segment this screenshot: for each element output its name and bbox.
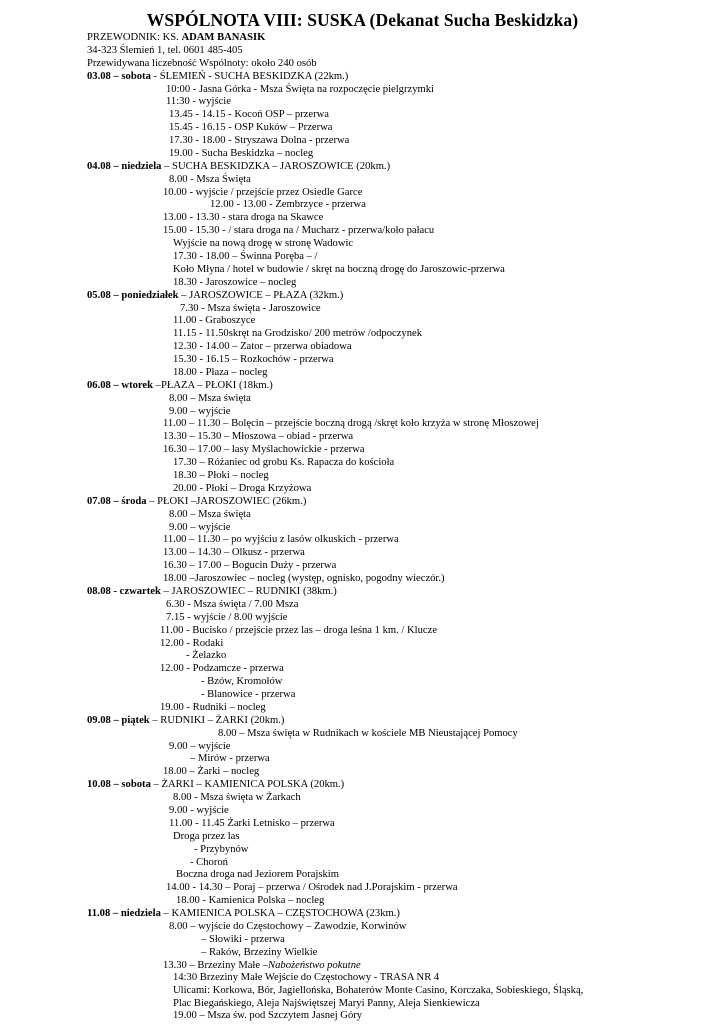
day-date: 03.08 – sobota — [87, 70, 151, 82]
day-heading — [87, 778, 344, 791]
schedule-entry: 15.45 - 16.15 - OSP Kuków – Przerwa — [169, 122, 333, 134]
day-route: – KAMIENICA POLSKA – CZĘSTOCHOWA (23km.) — [160, 908, 400, 920]
day-heading — [87, 70, 348, 83]
day-heading — [87, 585, 337, 598]
schedule-entry: – Mirów - przerwa — [190, 753, 270, 765]
schedule-entry: 14.00 - 14.30 – Poraj – przerwa / Ośrodek nad J.Porajskim - przerwa — [166, 882, 458, 894]
day-date: 08.08 - czwartek — [87, 585, 161, 597]
schedule-entry: – Raków, Brzeziny Wielkie — [201, 946, 318, 958]
leader-line — [87, 31, 265, 44]
schedule-entry: 11.00 - 11.45 Żarki Letnisko – przerwa — [169, 817, 335, 829]
day-route: - ŚLEMIEŃ - SUCHA BESKIDZKA (22km.) — [150, 70, 349, 82]
schedule-entry: Wyjście na nową drogę w stronę Wadowic — [173, 238, 354, 250]
schedule-entry: 8.00 – Msza święta — [169, 508, 251, 520]
day-date: 07.08 – środa — [87, 495, 147, 507]
schedule-entry: 17.30 - 18.00 – Świnna Poręba – / — [173, 251, 318, 262]
schedule-entry: 8.00 – wyjście do Częstochowy – Zawodzie, Korwinów — [169, 920, 407, 932]
schedule-entry: 11:30 - wyjście — [166, 96, 231, 108]
schedule-entry: 20.00 - Płoki – Droga Krzyżowa — [173, 482, 312, 494]
schedule-entry: 16.30 – 17.00 – Bogucin Duży - przerwa — [163, 560, 337, 572]
schedule-entry: - Żelazko — [186, 650, 227, 662]
page-title: WSPÓLNOTA VIII: SUSKA (Dekanat Sucha Beskidzka) — [146, 10, 579, 30]
schedule-entry: 11.00 – 11.30 – Bolęcin – przejście boczną drogą /skręt koło krzyża w stronę Młoszowej — [163, 418, 539, 430]
schedule-entry: 8.00 – Msza święta w Rudnikach w kościele MB Nieustającej Pomocy — [218, 727, 518, 739]
address-line: 34-323 Ślemień 1, tel. 0601 485-405 — [87, 44, 243, 56]
day-route: – SUCHA BESKIDZKA – JAROSZOWICE (20km.) — [161, 160, 391, 172]
schedule-entry: 14:30 Brzeziny Małe Wejście do Częstochowy - TRASA NR 4 — [173, 972, 440, 984]
schedule-entry: 9.00 – wyjście — [169, 521, 231, 533]
schedule-entry: 11.00 - Graboszyce — [173, 315, 256, 327]
schedule-entry: Ulicami: Korkowa, Bór, Jagiellońska, Bohaterów Monte Casino, Korczaka, Sobieskiego, Śląską, — [173, 985, 584, 997]
participants-line: Przewidywana liczebność Wspólnoty: około 240 osób — [87, 57, 317, 69]
schedule-entry: 12.00 - Rodaki — [160, 637, 224, 649]
schedule-entry: 8.00 - Msza Święta — [169, 173, 251, 185]
schedule-entry: 7.15 - wyjście / 8.00 wyjście — [166, 611, 288, 623]
day-heading — [87, 160, 390, 173]
schedule-entry: 18.30 - Jaroszowice – nocleg — [173, 276, 297, 288]
schedule-entry: 11.15 - 11.50skręt na Grodzisko/ 200 metrów /odpoczynek — [173, 328, 422, 340]
day-route: – JAROSZOWICE – PŁAZA (32km.) — [178, 289, 344, 301]
schedule-entry: 9.00 - wyjście — [169, 804, 229, 816]
day-heading — [87, 495, 306, 508]
leader-label: PRZEWODNIK: KS. — [87, 32, 182, 43]
schedule-entry: 13.00 - 13.30 - stara droga na Skawce — [163, 212, 324, 224]
day-date: 10.08 – sobota — [87, 779, 151, 791]
schedule-entry: 18.30 – Płoki – nocleg — [173, 470, 269, 482]
schedule-entry: - Bzów, Kromołów — [201, 676, 283, 688]
day-date: 11.08 – niedziela — [87, 908, 161, 920]
schedule-entry: 9.00 – wyjście — [169, 740, 231, 752]
schedule-entry: 11.00 - Bucisko / przejście przez las – droga leśna 1 km. / Klucze — [160, 624, 438, 636]
day-route: –PŁAZA – PŁOKI (18km.) — [153, 379, 273, 391]
day-date: 04.08 – niedziela — [87, 160, 162, 172]
schedule-entry: Boczna droga nad Jeziorem Porajskim — [176, 869, 339, 881]
day-heading — [87, 907, 400, 920]
schedule-entry: 10.00 - wyjście / przejście przez Osiedle Garce — [163, 186, 363, 198]
leader-name: ADAM BANASIK — [181, 32, 266, 43]
schedule-entry: 7.30 - Msza święta - Jaroszowice — [180, 302, 321, 314]
entry-emphasis: Nabożeństwo pokutne — [268, 959, 361, 971]
schedule-entry: 12.00 - 13.00 - Zembrzyce - przerwa — [210, 199, 366, 211]
schedule-entry: 15.30 - 16.15 – Rozkochów - przerwa — [173, 354, 334, 366]
schedule-entry: 18.00 - Płaza – nocleg — [173, 366, 268, 378]
schedule-entry: 10:00 - Jasna Górka - Msza Święta na rozpoczęcie pielgrzymki — [166, 83, 434, 95]
day-route: – JAROSZOWIEC – RUDNIKI (38km.) — [160, 585, 337, 597]
schedule-entry: - Blanowice - przerwa — [201, 689, 296, 701]
day-date: 05.08 – poniedziałek — [87, 289, 179, 301]
schedule-entry: 19.00 - Sucha Beskidzka – nocleg — [169, 147, 314, 159]
schedule-entry: 16.30 – 17.00 – lasy Myślachowickie - przerwa — [163, 444, 365, 456]
schedule-entry: - Przybynów — [194, 843, 249, 855]
day-heading — [87, 289, 343, 302]
schedule-entry: 18.00 - Kamienica Polska – nocleg — [176, 895, 325, 907]
schedule-entry: 15.00 - 15.30 - / stara droga na / Mucharz - przerwa/koło pałacu — [163, 225, 435, 237]
schedule-entry: – Słowiki - przerwa — [201, 933, 285, 945]
schedule-entry: 19.00 - Rudniki – nocleg — [160, 701, 266, 713]
day-heading — [87, 379, 273, 392]
schedule-entry: 9.00 – wyjście — [169, 405, 231, 417]
schedule-entry: 8.00 – Msza święta — [169, 392, 251, 404]
schedule-entry: 17.30 - 18.00 - Stryszawa Dolna - przerwa — [169, 135, 350, 147]
day-heading — [87, 714, 284, 727]
day-date: 09.08 – piątek — [87, 714, 150, 726]
schedule-entry: 18.00 –Jaroszowiec – nocleg (występ, ognisko, pogodny wieczór.) — [163, 573, 445, 585]
schedule-entry: 6.30 - Msza święta / 7.00 Msza — [166, 598, 299, 610]
schedule-entry: Droga przez las — [173, 830, 240, 842]
schedule-entry: 18.00 – Żarki – nocleg — [163, 766, 260, 778]
schedule-entry: Plac Biegańskiego, Aleja Najświętszej Maryi Panny, Aleja Sienkiewicza — [173, 998, 480, 1010]
schedule-entry: - Choroń — [190, 856, 228, 868]
schedule-entry — [163, 959, 361, 972]
schedule-entry: 11.00 – 11.30 – po wyjściu z lasów olkuskich - przerwa — [163, 534, 399, 546]
day-route: – ŻARKI – KAMIENICA POLSKA (20km.) — [150, 779, 345, 791]
schedule-entry: 13.45 - 14.15 - Kocoń OSP – przerwa — [169, 109, 329, 121]
schedule-entry: 8.00 - Msza święta w Żarkach — [173, 792, 301, 804]
schedule-entry: 13.30 – 15.30 – Młoszowa – obiad - przerwa — [163, 431, 354, 443]
day-route: – RUDNIKI – ŻARKI (20km.) — [149, 714, 285, 726]
entry-text: 13.30 – Brzeziny Małe – — [163, 959, 269, 971]
schedule-entry: 13.00 – 14.30 – Olkusz - przerwa — [163, 547, 305, 559]
day-date: 06.08 – wtorek — [87, 379, 154, 391]
schedule-entry: 12.00 - Podzamcze - przerwa — [160, 663, 284, 675]
schedule-entry: 12.30 - 14.00 – Zator – przerwa obiadowa — [173, 341, 352, 353]
schedule-entry: Koło Młyna / hotel w budowie / skręt na boczną drogę do Jaroszowic-przerwa — [173, 263, 505, 275]
schedule-entry: 17.30 – Różaniec od grobu Ks. Rapacza do kościoła — [173, 457, 395, 469]
day-route: – PŁOKI –JAROSZOWIEC (26km.) — [146, 495, 307, 507]
schedule-entry: 19.00 – Msza św. pod Szczytem Jasnej Góry — [173, 1010, 363, 1022]
